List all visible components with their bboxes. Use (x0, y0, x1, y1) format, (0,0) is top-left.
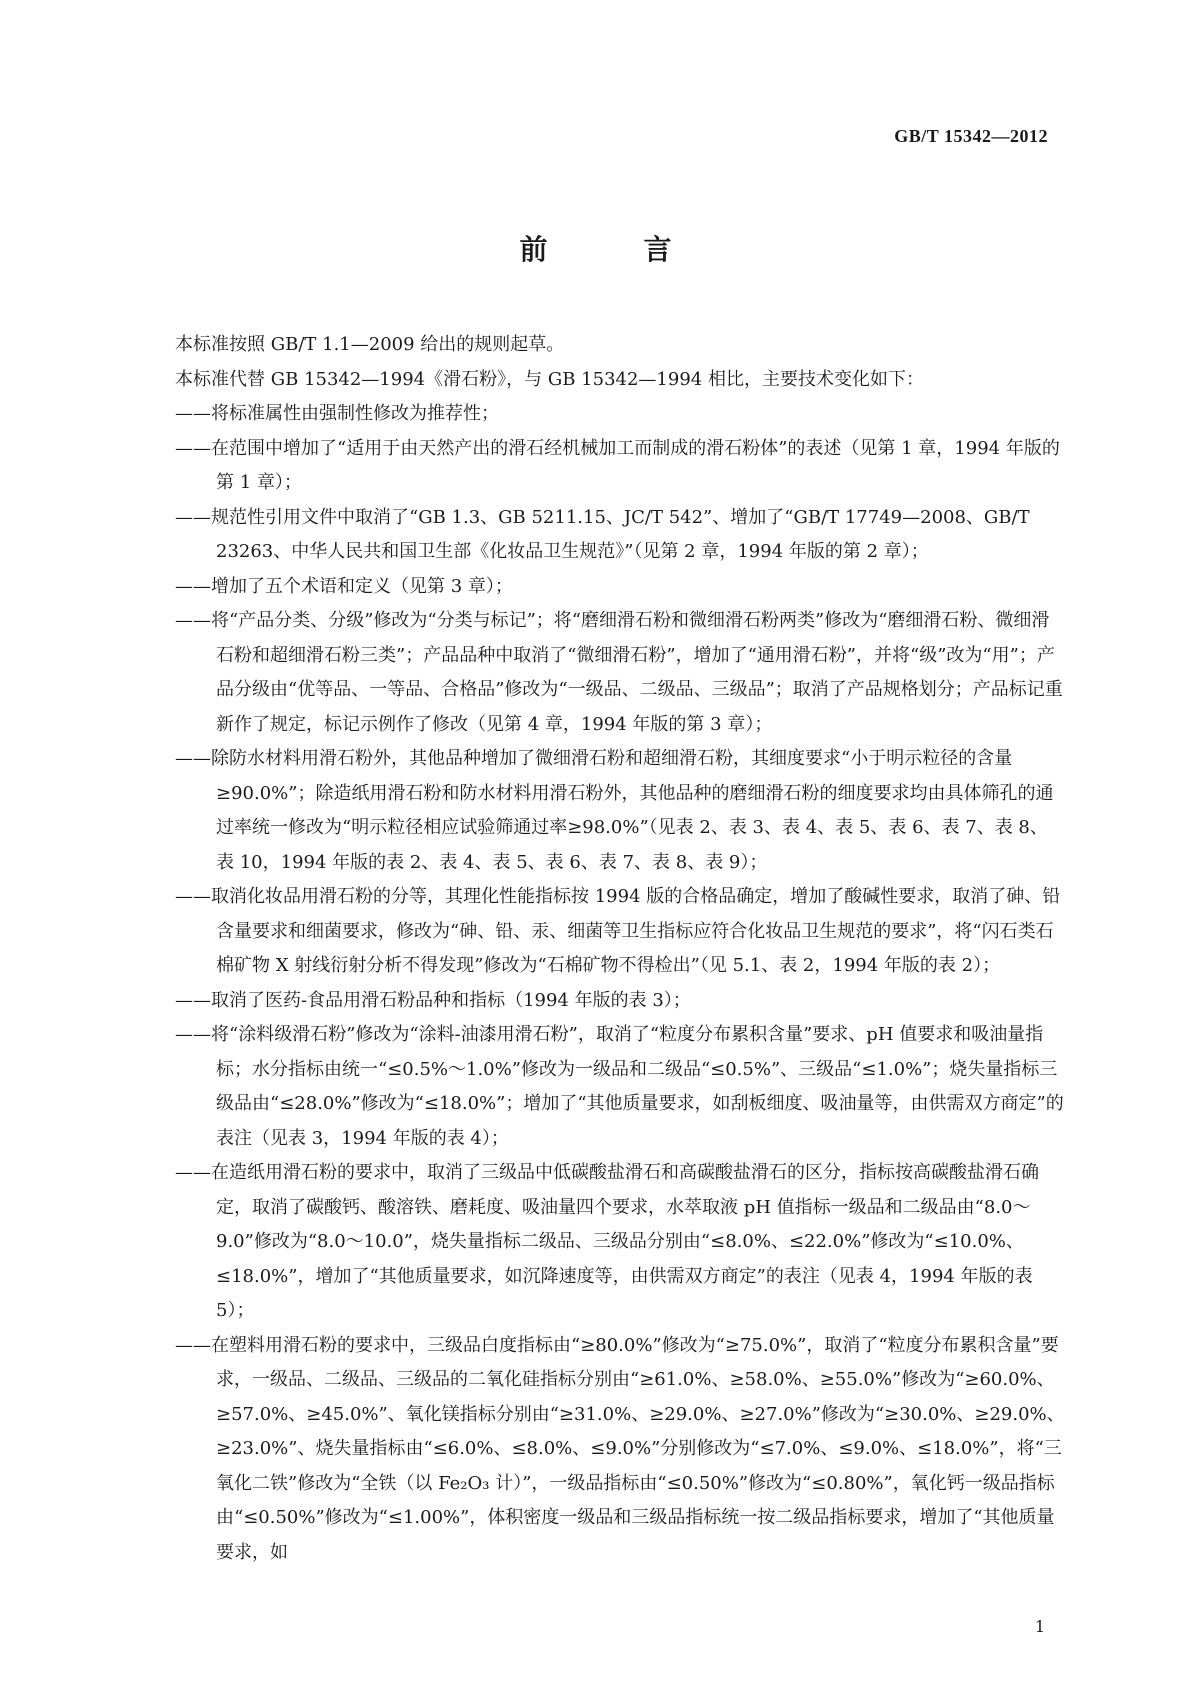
standard-code: GB/T 15342—2012 (894, 126, 1048, 146)
intro-paragraph: 本标准代替 GB 15342—1994《滑石粉》，与 GB 15342—1994 相比，主要技术变化如下： (175, 368, 924, 390)
change-list-item: ——在造纸用滑石粉的要求中，取消了三级品中低碳酸盐滑石和高碳酸盐滑石的区分，指标按高碳酸盐滑石确定，取消了碳酸钙、酸溶铁、磨耗度、吸油量四个要求，水萃取液 pH 值指标一级品和二级品由“8.0～9.0”修改为“8.0～10.0”，烧失量指标二级品、三级品分别由“≤8.0%、≤22.0%”修改为“≤10.0%、≤18.0%”，增加了“其他质量要求，如沉降速度等，由供需双方商定”的表注（见表 4，1994 年版的表 5）； (175, 1162, 1039, 1321)
change-list-item: ——规范性引用文件中取消了“GB 1.3、GB 5211.15、JC/T 542”、增加了“GB/T 17749—2008、GB/T 23263、中华人民共和国卫生部《化妆品卫生规范》”（见第 2 章，1994 年版的第 2 章）； (175, 506, 1030, 562)
change-list-item: ——取消了医药-食品用滑石粉品种和指标（1994 年版的表 3）； (175, 989, 691, 1011)
change-list-item: ——将“产品分类、分级”修改为“分类与标记”；将“磨细滑石粉和微细滑石粉两类”修改为“磨细滑石粉、微细滑石粉和超细滑石粉三类”；产品品种中取消了“微细滑石粉”，增加了“通用滑石粉”，并将“级”改为“用”；产品分级由“优等品、一等品、合格品”修改为“一级品、二级品、三级品”；取消了产品规格划分；产品标记重新作了规定，标记示例作了修改（见第 4 章，1994 年版的第 3 章）； (175, 610, 1063, 735)
change-list-item: ——取消化妆品用滑石粉的分等，其理化性能指标按 1994 版的合格品确定，增加了酸碱性要求，取消了砷、铅含量要求和细菌要求，修改为“砷、铅、汞、细菌等卫生指标应符合化妆品卫生规范的要求”，将“闪石类石棉矿物 X 射线衍射分析不得发现”修改为“石棉矿物不得检出”（见 5.1、表 2，1994 年版的表 2）； (175, 886, 1061, 976)
page-title: 前 言 (519, 233, 706, 266)
change-list-item: ——将“涂料级滑石粉”修改为“涂料-油漆用滑石粉”，取消了“粒度分布累积含量”要求、pH 值要求和吸油量指标；水分指标由统一“≤0.5%～1.0%”修改为一级品和二级品“≤0.5%”、三级品“≤1.0%”；烧失量指标三级品由“≤28.0%”修改为“≤18.0%”；增加了“其他质量要求，如刮板细度、吸油量等，由供需双方商定”的表注（见表 3，1994 年版的表 4）； (175, 1024, 1064, 1149)
intro-paragraph: 本标准按照 GB/T 1.1—2009 给出的规则起草。 (175, 334, 565, 355)
change-list-item: ——将标准属性由强制性修改为推荐性； (175, 403, 499, 424)
document-body (175, 328, 1065, 1570)
page-number: 1 (1034, 1617, 1045, 1636)
change-list-item: ——在范围中增加了“适用于由天然产出的滑石经机械加工而制成的滑石粉体”的表述（见第 1 章，1994 年版的第 1 章）； (175, 437, 1060, 493)
change-list-item: ——除防水材料用滑石粉外，其他品种增加了微细滑石粉和超细滑石粉，其细度要求“小于明示粒径的含量≥90.0%”；除造纸用滑石粉和防水材料用滑石粉外，其他品种的磨细滑石粉的细度要求均由具体筛孔的通过率统一修改为“明示粒径相应试验筛通过率≥98.0%”（见表 2、表 3、表 4、表 5、表 6、表 7、表 8、表 10，1994 年版的表 2、表 4、表 5、表 6、表 7、表 8、表 9）； (175, 748, 1054, 873)
change-list-item: ——增加了五个术语和定义（见第 3 章）； (175, 575, 513, 597)
change-list-item: ——在塑料用滑石粉的要求中，三级品白度指标由“≥80.0%”修改为“≥75.0%”，取消了“粒度分布累积含量”要求，一级品、二级品、三级品的二氧化硅指标分别由“≥61.0%、≥58.0%、≥55.0%”修改为“≥60.0%、≥57.0%、≥45.0%”、氧化镁指标分别由“≥31.0%、≥29.0%、≥27.0%”修改为“≥30.0%、≥29.0%、≥23.0%”、烧失量指标由“≤6.0%、≤8.0%、≤9.0%”分别修改为“≤7.0%、≤9.0%、≤18.0%”，将“三氧化二铁”修改为“全铁（以 Fe₂O₃ 计）”，一级品指标由“≤0.50%”修改为“≤0.80%”，氧化钙一级品指标由“≤0.50%”修改为“≤1.00%”，体积密度一级品和三级品指标统一按二级品指标要求，增加了“其他质量要求，如 (175, 1334, 1065, 1563)
